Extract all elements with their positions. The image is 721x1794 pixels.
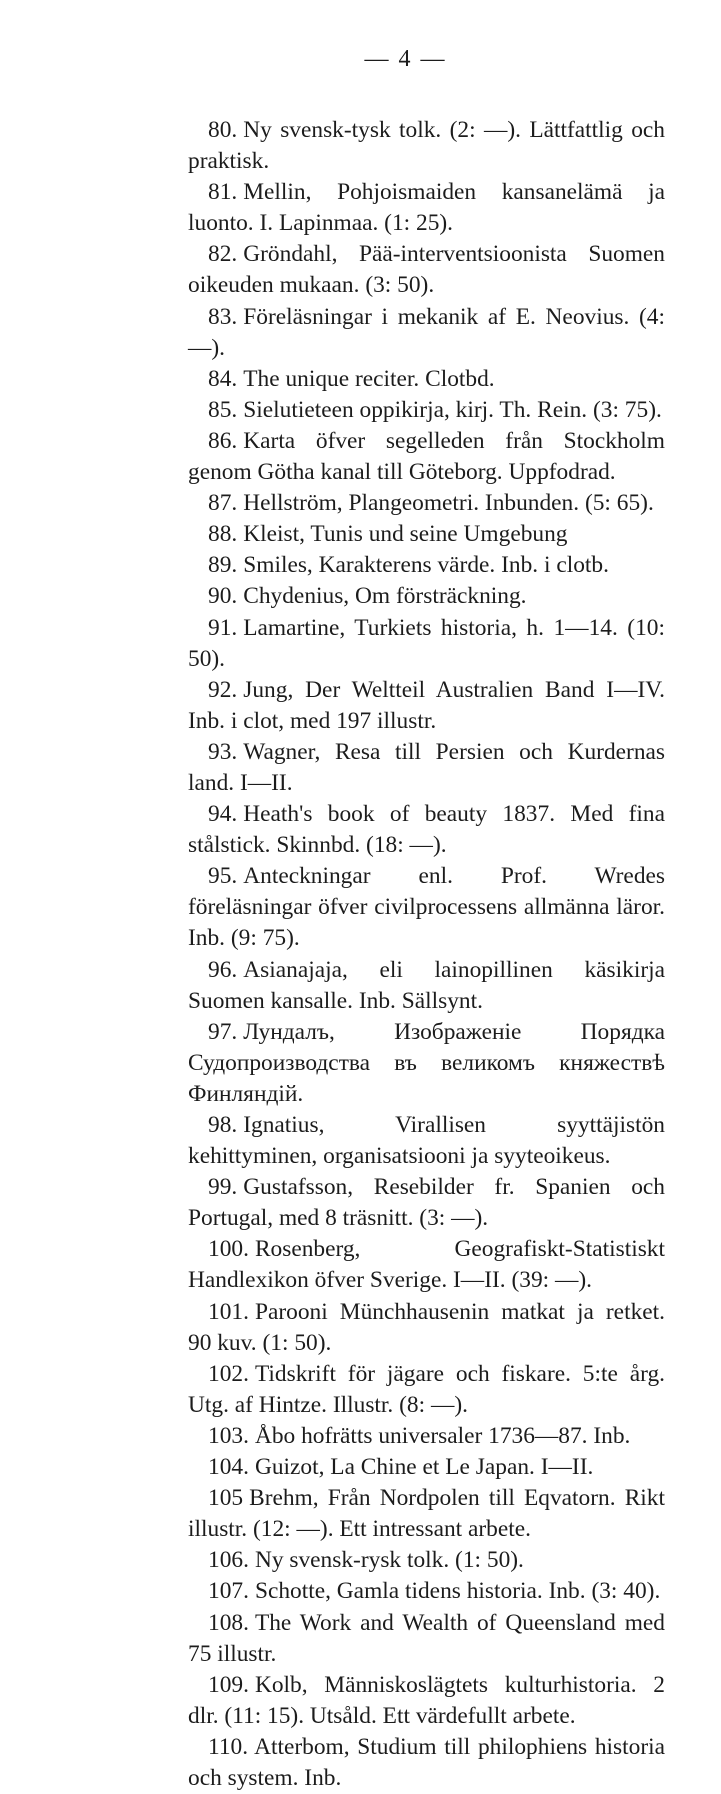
catalog-entry	[188, 426, 665, 488]
entry-text: Smiles, Karakterens värde. Inb. i clotb.	[243, 552, 609, 579]
entry-text: The unique reciter. Clotbd.	[243, 365, 495, 392]
entry-text: Ignatius, Virallisen syyttäjistön kehittyminen, organisatsiooni ja syyteoikeus.	[188, 1112, 665, 1170]
entry-text: Gröndahl, Pää-interventsioonista Suomen oikeuden mukaan. (3: 50).	[188, 241, 665, 299]
entry-number: 90.	[208, 583, 238, 610]
entry-text: Kolb, Människoslägtets kulturhistoria. 2 dlr. (11: 15). Utsåld. Ett värdefullt arbete.	[188, 1671, 665, 1729]
catalog-entry	[188, 1670, 665, 1732]
entry-text: Ny svensk-tysk tolk. (2: —). Lättfattlig och praktisk.	[188, 117, 665, 175]
entry-number: 109.	[208, 1671, 249, 1698]
catalog-entry	[188, 239, 665, 301]
catalog-entry	[188, 1110, 665, 1172]
entry-number: 80.	[208, 117, 238, 143]
entry-number: 99.	[208, 1174, 238, 1201]
entry-number: 97.	[208, 1018, 238, 1045]
catalog-entry	[188, 177, 665, 239]
entry-text: Mellin, Pohjoismaiden kansanelämä ja luonto. I. Lapinmaa. (1: 25).	[188, 179, 665, 237]
entry-number: 104.	[208, 1454, 249, 1481]
catalog-entry	[188, 1297, 665, 1359]
entry-text: Parooni Münchhausenin matkat ja retket. 90 kuv. (1: 50).	[188, 1298, 665, 1356]
entry-text: Kleist, Tunis und seine Umgebung	[243, 521, 568, 548]
entry-text: Hellström, Plangeometri. Inbunden. (5: 65).	[243, 490, 654, 517]
entry-number: 83.	[208, 303, 238, 330]
entry-number: 100.	[208, 1236, 249, 1263]
entry-text: Gustafsson, Resebilder fr. Spanien och Portugal, med 8 träsnitt. (3: —).	[188, 1174, 665, 1232]
entry-text: Atterbom, Studium till philophiens historia och system. Inb.	[188, 1733, 665, 1791]
entry-text: Лундалъ, Изображеніе Порядка Судопроизводства въ великомъ княжествѣ Финляндій.	[188, 1018, 665, 1107]
catalog-entry	[188, 488, 665, 519]
entry-text: Åbo hofrätts universaler 1736—87. Inb.	[254, 1422, 631, 1449]
entry-number: 107.	[208, 1578, 249, 1605]
entry-text: Tidskrift för jägare och fiskare. 5:te årg. Utg. af Hintze. Illustr. (8: —).	[188, 1360, 665, 1418]
entry-number: 88.	[208, 521, 238, 548]
catalog-entry	[188, 1545, 665, 1576]
catalog-entry	[188, 955, 665, 1017]
catalog-entry	[188, 1421, 665, 1452]
catalog-entry	[188, 737, 665, 799]
catalog-entry	[188, 799, 665, 861]
catalog-entry	[188, 550, 665, 581]
entry-number: 89.	[208, 552, 238, 579]
catalog-entry	[188, 613, 665, 675]
entry-text: Jung, Der Weltteil Australien Band I—IV. Inb. i clot, med 197 illustr.	[188, 676, 665, 734]
entry-text: Föreläsningar i mekanik af E. Neovius. (4: —).	[188, 303, 665, 361]
entry-number: 102.	[208, 1360, 249, 1387]
entry-number: 86.	[208, 427, 238, 454]
catalog-entry	[188, 1576, 665, 1607]
entry-text: Sielutieteen oppikirja, kirj. Th. Rein. (3: 75).	[243, 396, 662, 423]
entry-number: 95.	[208, 863, 238, 890]
entry-text: Rosenberg, Geografiskt-Statistiskt Handlexikon öfver Sverige. I—II. (39: —).	[188, 1236, 665, 1294]
entry-text: Chydenius, Om försträckning.	[243, 583, 527, 610]
catalog-entry	[188, 1017, 665, 1110]
entry-text: Heath's book of beauty 1837. Med fina stålstick. Skinnbd. (18: —).	[188, 801, 665, 859]
entry-number: 96.	[208, 956, 238, 983]
entry-text: Guizot, La Chine et Le Japan. I—II.	[254, 1454, 594, 1481]
catalog-entry	[188, 1172, 665, 1234]
entry-text: Wagner, Resa till Persien och Kurdernas land. I—II.	[188, 738, 665, 796]
catalog-entry	[188, 1608, 665, 1670]
catalog-entry	[188, 364, 665, 395]
catalog-entry	[188, 1452, 665, 1483]
entry-text: Asianajaja, eli lainopillinen käsikirja Suomen kansalle. Inb. Sällsynt.	[188, 956, 665, 1014]
catalog-entry	[188, 302, 665, 364]
entry-number: 110.	[208, 1733, 249, 1760]
entry-text: Anteckningar enl. Prof. Wredes föreläsningar öfver civilprocessens allmänna läror. Inb. (9: 75).	[188, 863, 665, 952]
entry-number: 106.	[208, 1547, 249, 1574]
entry-number: 81.	[208, 179, 238, 206]
catalog-entry	[188, 861, 665, 954]
catalog-entry	[188, 519, 665, 550]
entry-text: Brehm, Från Nordpolen till Eqvatorn. Rikt illustr. (12: —). Ett intressant arbete.	[188, 1485, 665, 1543]
entry-number: 93.	[208, 738, 238, 765]
catalog-entry	[188, 395, 665, 426]
entry-number: 105	[208, 1485, 244, 1512]
catalog-entries	[188, 115, 665, 1794]
catalog-entry	[188, 581, 665, 612]
entry-text: Karta öfver segelleden från Stockholm genom Götha kanal till Göteborg. Uppfodrad.	[188, 427, 665, 486]
entry-text: Schotte, Gamla tidens historia. Inb. (3: 40).	[254, 1578, 661, 1605]
catalog-entry	[188, 1483, 665, 1545]
entry-text: Lamartine, Turkiets historia, h. 1—14. (10: 50).	[188, 614, 665, 672]
catalog-entry	[188, 115, 665, 177]
entry-number: 108.	[208, 1609, 249, 1636]
entry-number: 87.	[208, 490, 238, 517]
catalog-entry	[188, 675, 665, 737]
entry-number: 94.	[208, 801, 238, 828]
entry-number: 98.	[208, 1112, 238, 1138]
entry-number: 84.	[208, 365, 238, 392]
page-number: — 4 —	[364, 46, 447, 72]
entry-number: 91.	[208, 614, 238, 641]
entry-number: 82.	[208, 241, 238, 268]
entry-number: 101.	[208, 1298, 249, 1325]
catalog-entry	[188, 1359, 665, 1421]
catalog-entry	[188, 1732, 665, 1794]
entry-number: 85.	[208, 396, 238, 423]
catalog-entry	[188, 1234, 665, 1296]
entry-number: 103.	[208, 1422, 249, 1449]
entry-number: 92.	[208, 676, 238, 703]
entry-text: The Work and Wealth of Queensland med 75 illustr.	[188, 1609, 665, 1667]
entry-text: Ny svensk-rysk tolk. (1: 50).	[254, 1547, 524, 1574]
